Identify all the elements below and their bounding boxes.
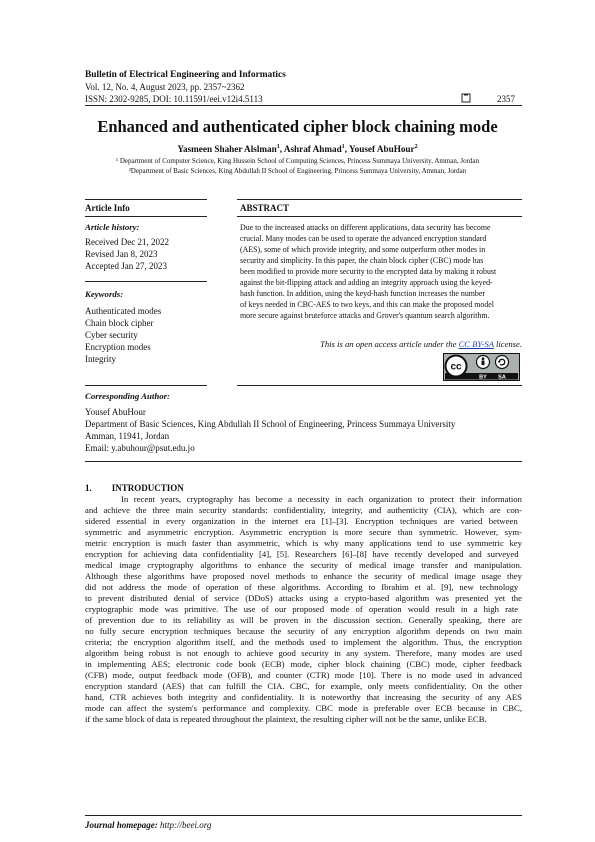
body-line: metric encryption is much faster than asymmetric, which is why many applications tend to use symmetric key xyxy=(85,538,522,548)
keywords-rule xyxy=(85,281,207,282)
license-suffix: license. xyxy=(495,339,522,349)
author-3-sup: 2 xyxy=(414,144,418,150)
body-line: symmetric and asymmetric encryption. Asymmetric encryption is more secure than symmetric. However, sym- xyxy=(85,527,522,537)
abstract-line: (AES), some of which provide integrity, and some outperform other modes in xyxy=(240,245,486,254)
abstract-heading: ABSTRACT xyxy=(240,203,290,213)
paper-title: Enhanced and authenticated cipher block chaining mode xyxy=(97,117,498,136)
body-line: did not address the mode of operation of these algorithms. According to Ibrahim et al. [9], new technology xyxy=(85,582,519,592)
keyword-item: Integrity xyxy=(85,354,116,364)
abstract-bottom-rule xyxy=(237,385,522,386)
received-date: Received Dec 21, 2022 xyxy=(85,237,169,247)
body-line: In recent years, cryptography has become a necessity in each organization to protect their information xyxy=(121,494,522,504)
affiliation-1: ¹ Department of Computer Science, King Hussein School of Computing Sciences, Princess Summaya University, Amman, Jordan xyxy=(115,157,480,165)
abstract-line: of keys needed in CBC-AES to two keys, and this can make the proposed model xyxy=(240,300,494,309)
body-line: cryptographic mode was primitive. The use of our proposed mode of operation would result in a high rate xyxy=(85,604,519,614)
header-rule xyxy=(85,105,522,106)
keyword-item: Authenticated modes xyxy=(85,306,162,316)
body-line: sidered essential in every organization in the internet era [1]–[3]. Encryption techniques are varied between xyxy=(85,516,518,526)
keyword-item: Encryption modes xyxy=(85,342,151,352)
cc-by-sa-badge[interactable] xyxy=(443,353,520,381)
accepted-date: Accepted Jan 27, 2023 xyxy=(85,261,167,271)
author-1-sup: 1 xyxy=(276,144,280,150)
volume-info: Vol. 12, No. 4, August 2023, pp. 2357~2362 xyxy=(85,82,245,92)
body-line: of prevention due to its reliability as will be proven in the discussion section. Generally speaking, there are xyxy=(85,615,522,625)
issn-doi: ISSN: 2302-9285, DOI: 10.11591/eei.v12i4.5113 xyxy=(85,94,263,104)
body-line: if the same block of data is repeated throughout the plaintext, the resulting cipher will not be the same, unlike ECB. xyxy=(85,714,487,724)
body-line: (CFB) mode, output feedback mode (OFB), and counter (CTR) mode [10]. There is no mode used in advanced xyxy=(85,670,522,680)
journal-name: Bulletin of Electrical Engineering and Informatics xyxy=(85,70,286,80)
journal-homepage xyxy=(85,820,211,830)
corresponding-city: Amman, 11941, Jordan xyxy=(85,431,170,441)
open-access-text: This is an open access article under the xyxy=(320,339,457,349)
corresponding-label: Corresponding Author: xyxy=(85,391,170,401)
body-line: and achieve the three main security standards: confidentiality, integrity, and authenticity (CIA), which are con- xyxy=(85,505,522,515)
footer-rule xyxy=(85,815,522,816)
cc-logo-text: cc xyxy=(450,361,462,373)
abstract-line: Due to the increased attacks on different applications, data security has become xyxy=(240,223,491,232)
body-line: to prevent distributed denial of service (DDoS) attacks using a crypto-based algorithm was presented yet the xyxy=(85,593,522,603)
abstract-top-rule xyxy=(237,199,522,200)
body-line: no fully secure encryption techniques because the security of any encryption algorithm depends on two main xyxy=(85,626,522,636)
body-line: criteria; the encryption algorithm itself, and the methods used to implement the algorithm. Thus, the encryption xyxy=(85,637,522,647)
homepage-label: Journal homepage: xyxy=(85,820,158,830)
keywords-label: Keywords: xyxy=(85,289,124,299)
affiliation-2: ²Department of Basic Sciences, King Abdullah II School of Engineering, Princess Summaya University, Amman, Jordan xyxy=(128,167,467,175)
cc-sa-text: SA xyxy=(498,374,506,381)
info-top-rule xyxy=(85,199,207,200)
keyword-item: Chain block cipher xyxy=(85,318,154,328)
abstract-sub-rule xyxy=(237,216,522,217)
abstract-line: more secure against bruteforce attacks and Grover's quantum search algorithm. xyxy=(240,311,490,320)
article-info-heading: Article Info xyxy=(85,203,130,213)
abstract-line: been modified to provide more security to the encrypted data by making it robust xyxy=(240,267,497,276)
body-line: encryption for achieving data confidentiality [4], [5]. Researchers [6]–[8] have recently developed and surveyed xyxy=(85,549,519,559)
info-sub-rule xyxy=(85,216,207,217)
open-access-note xyxy=(240,339,522,349)
body-line: medical image cryptography algorithms to enhance the security of medical image transfer and manipulation. xyxy=(85,560,522,570)
author-1: Yasmeen Shaher Alslman xyxy=(177,144,277,155)
author-2-sup: 1 xyxy=(341,144,345,150)
info-bottom-rule xyxy=(85,385,207,386)
body-line: mode can affect the system's performance and complexity. CBC mode is preferable over ECB because in CBC, xyxy=(85,703,522,713)
revised-date: Revised Jan 8, 2023 xyxy=(85,249,158,259)
corresponding-dept: Department of Basic Sciences, King Abdullah II School of Engineering, Princess Summaya University xyxy=(85,419,456,429)
abstract-line: crucial. Many modes can be used to operate the advanced encryption standard xyxy=(240,234,487,243)
cc-by-text: BY xyxy=(479,374,487,381)
homepage-url[interactable]: http://beei.org xyxy=(160,820,212,830)
body-line: hand, CTR achieves both integrity and confidentiality. It is noteworthy that increasing the security of any AES xyxy=(85,692,522,702)
author-2: , Ashraf Ahmad xyxy=(279,144,342,155)
history-label: Article history: xyxy=(85,222,140,232)
abstract-line: security and simplicity. In this paper, the chain block cipher (CBC) mode has xyxy=(240,256,484,265)
corresponding-email[interactable]: Email: y.abuhour@psut.edu.jo xyxy=(85,443,195,453)
author-list xyxy=(0,144,595,154)
keyword-item: Cyber security xyxy=(85,330,138,340)
license-link[interactable]: CC BY-SA xyxy=(458,339,494,349)
body-line: in implementing AES; electronic code book (ECB) mode, cipher block chaining (CBC) mode, cipher feedback xyxy=(85,659,522,669)
body-line: algorithm being robust is not enough to achieve good security in any system. Therefore, many modes are used xyxy=(85,648,522,658)
body-line: Although these algorithms have proposed novel methods to enhance the security of medical image usage they xyxy=(85,571,522,581)
section-heading-introduction xyxy=(85,483,184,493)
corresponding-name: Yousef AbuHour xyxy=(85,407,146,417)
corresponding-rule xyxy=(85,461,522,462)
abstract-line: hash function. In addition, using the keyd-hash function increases the number xyxy=(240,289,485,298)
section-number: 1. xyxy=(85,483,92,493)
author-3: , Yousef AbuHour xyxy=(344,144,415,155)
page-number: 2357 xyxy=(497,94,515,104)
abstract-line: against the bit-flipping attack and adding an integrity approach using the keyed- xyxy=(240,278,493,287)
body-line: encryption standard (AES) that can fulfill the CIA. CBC, for example, only meets confidentiality. On the other xyxy=(85,681,522,691)
section-title: INTRODUCTION xyxy=(111,483,184,493)
document-icon xyxy=(461,93,471,103)
